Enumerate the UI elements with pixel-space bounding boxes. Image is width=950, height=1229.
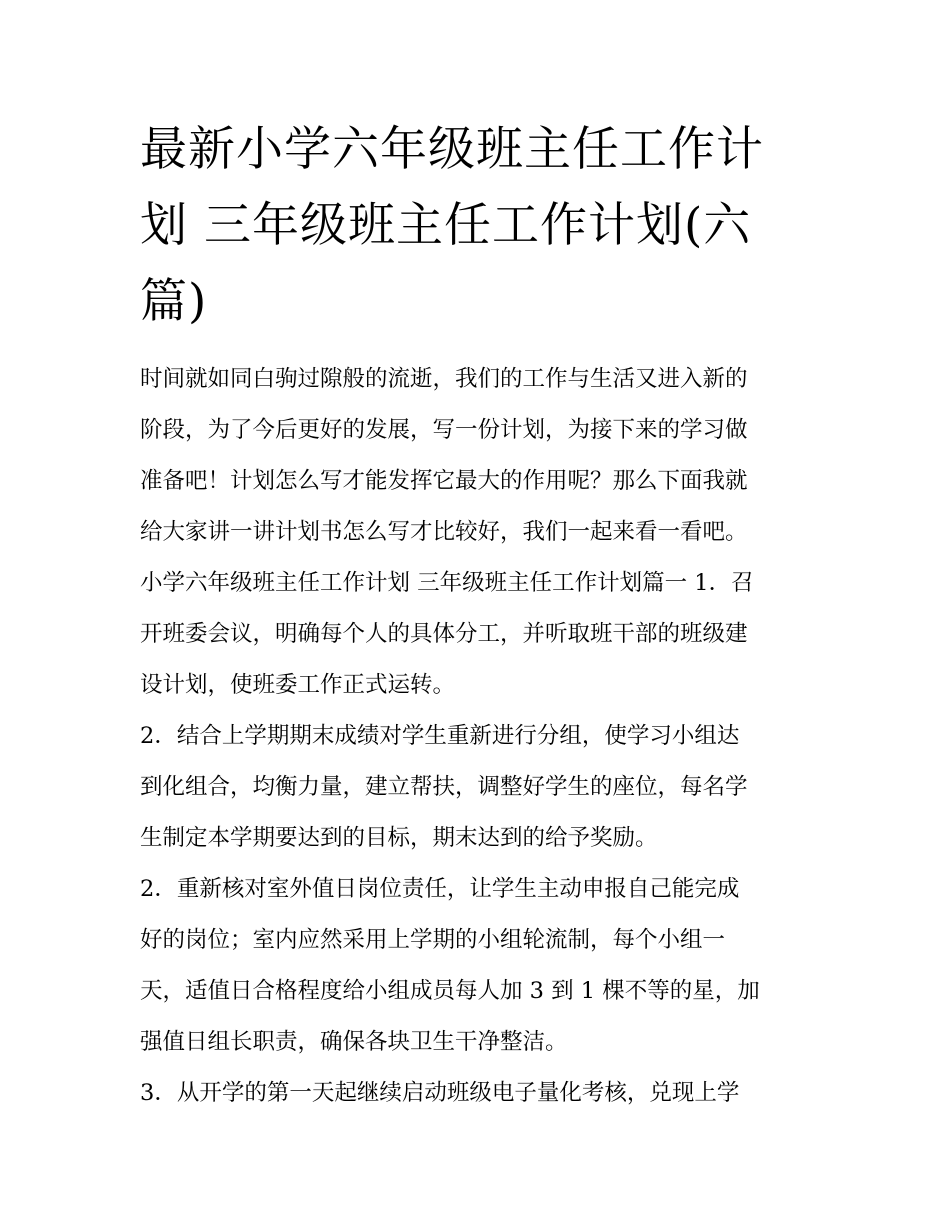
paragraph-line: 2．重新核对室外值日岗位责任，让学生主动申报自己能完成 [140, 876, 740, 902]
title-line-1: 最新小学六年级班主任工作计 [140, 122, 764, 177]
paragraph-line: 好的岗位；室内应然采用上学期的小组轮流制，每个小组一 [140, 927, 726, 953]
paragraph-line: 天，适值日合格程度给小组成员每人加 3 到 1 棵不等的星，加 [140, 978, 760, 1004]
paragraph-line: 开班委会议，明确每个人的具体分工，并听取班干部的班级建 [140, 621, 748, 647]
paragraph-line: 给大家讲一讲计划书怎么写才比较好，我们一起来看一看吧。 [140, 519, 748, 545]
paragraph-line: 生制定本学期要达到的目标，期末达到的给予奖励。 [140, 825, 658, 851]
paragraph-line: 准备吧！计划怎么写才能发挥它最大的作用呢？那么下面我就 [140, 468, 748, 494]
paragraph-item-2a [140, 711, 820, 864]
paragraph-line: 到化组合，均衡力量，建立帮扶，调整好学生的座位，每名学 [140, 774, 748, 800]
title-line-3: 篇) [140, 274, 208, 329]
document-body [140, 354, 820, 1119]
paragraph-line: 设计划，使班委工作正式运转。 [140, 672, 456, 698]
paragraph-item-2b [140, 864, 820, 1068]
paragraph-line: 强值日组长职责，确保各块卫生干净整洁。 [140, 1029, 568, 1055]
paragraph-line: 阶段，为了今后更好的发展，写一份计划，为接下来的学习做 [140, 417, 748, 443]
paragraph-line: 时间就如同白驹过隙般的流逝，我们的工作与生活又进入新的 [140, 366, 748, 392]
paragraph-line: 小学六年级班主任工作计划 三年级班主任工作计划篇一 1．召 [140, 570, 754, 596]
paragraph-line: 2．结合上学期期末成绩对学生重新进行分组，使学习小组达 [140, 723, 740, 749]
paragraph-line: 3．从开学的第一天起继续启动班级电子量化考核，兑现上学 [140, 1080, 740, 1106]
paragraph-intro [140, 354, 820, 711]
document-title [140, 112, 820, 340]
paragraph-item-3 [140, 1068, 820, 1119]
title-line-2: 划 三年级班主任工作计划(六 [140, 198, 752, 253]
